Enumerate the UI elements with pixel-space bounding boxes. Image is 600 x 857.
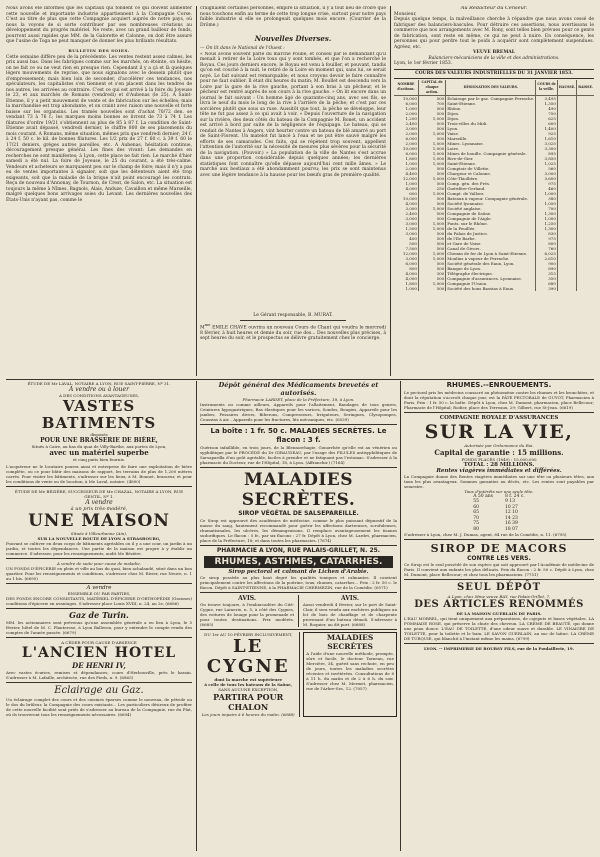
cygne-sub-2: à celle de tous les bateaux de la Saône, bbox=[204, 681, 293, 687]
cours-cell: 1,000 bbox=[418, 221, 445, 226]
cours-cell: 2,610 bbox=[536, 256, 558, 261]
cours-cell: Compagnie de Saône. bbox=[446, 211, 536, 216]
cours-cell: 1,000 bbox=[405, 160, 417, 166]
cours-cell: Moulins à vapeur de Perrache. bbox=[446, 256, 536, 261]
cours-cell: 1,400 bbox=[536, 126, 558, 131]
taux-cell: 9 13 bbox=[504, 499, 515, 505]
prix-label: à un prix très-modéré, bbox=[70, 505, 128, 512]
cours-cell: 3,000 bbox=[405, 255, 417, 261]
cours-cell: Guérifère-Gerland. bbox=[446, 186, 536, 191]
cours-cell: Société générale des Eaux, Lyon. bbox=[446, 261, 536, 266]
cours-cell: 3,600 bbox=[536, 176, 558, 181]
rentes-body: La Compagnie donne des Rentes viagères immédiates sur une tête ou plusieurs têtes, aux taux les plus avantageux. Sommes garanties au décès, etc. Les rentes sont payables par semestre. bbox=[404, 473, 594, 489]
column-3 bbox=[394, 6, 594, 376]
maison-body: Pouvant se cultiver en deux corps de bâtiments agréables ou il y a une cour, un jardin à un jardin, et toutes les dépendances. Une partie de la maison est propre à y établir un commerce. S'adresser, pour les renseignements, audit Me Bézière. bbox=[6, 540, 192, 556]
total-millions: TOTAL : 28 MILLIONS. bbox=[463, 461, 535, 468]
etude-beziere: ÉTUDE DE Me BÉZIÈRE, SUCCESSEUR DE Me CHAZAL, NOTAIRE A LYON, RUE GENTIL, Nº 1. bbox=[14, 488, 184, 499]
divers-source: — On lit dans le National de l'Ouest : bbox=[200, 46, 285, 51]
cours-cell: 600 bbox=[409, 190, 417, 196]
cours-cell: 315 bbox=[536, 271, 558, 276]
cours-cell: 830 bbox=[536, 231, 558, 236]
cours-cell: 1,000 bbox=[536, 216, 558, 221]
taux-cell: 75 bbox=[473, 521, 479, 527]
bulletin-text: Cette semaine diffère peu de la précédente. Les ventes restent assez calmes, les prix aussi bas. Dans les fabriques comme sur les marchés, on éteinte, on hésite, on ne fait ce ou ne veut rien en presque rien. Cependant il y a çà et là quelques légers mouvements de reprise, que nous signalons avec le dessein plutôt que d'empressement; mais bien loin de seconder, d'accélérer ces tendances, nos spéculateurs, les capitalistes s'en tiennent et s'en placent dans les tendres de nos autres, les arrivées au contraire. C'est ce qui est arrivé à la foire du Joyeuse le 23, et aux marchés de Romans (vendredi) et d'Aubenas (le 25). A Saint-Etienne, il y a petit mouvement de vente et de fabrication sur les échelles; mais la marchandise est trop abondante, et on craint avec raison une nouvelle et forte baisse sur les organsins. Les tramés nouvelles sont d'achat 70/72 den. se vendant 73 à 76 f.; les marques moins bonnes se livrent de 73 à 74 f. Les filatures d'ordre 19/21 s'obtiennent au plus de 85 à 87 f. La condition de Saint-Etienne avait dépassé, vendredi dernier, le chiffre 800 de ses placements du mois courant. A Romans, même situation, mêmes prix que vendredi dernier; 24 f. à 24 f. 50 c. le kil. de bonnes filatures. Les 1/2 prix de 27 f. 60 c. à 39 f. 60 le 17/21 deniers, grèges autres pareilles, etc. A Aubenas, hésitation continue, découragement presque général. Les fines des vivant: Les demandes en recherches ne sont manifestes; à Lyon, cette place ne fait rien. Le marché d'hier samedi a été nul. La foire de Joyeuse, le 25 du courant, a été très-calme. Vendeurs et acheteurs se marquaient peu sur le champ de foire; mais il n'y a pas eu de ventes importantes à signaler, soit que les détenteurs aient été trop exigeants, soit que la maladie de la brique n'ait point encouragé les contrats. Reçu de nouveau d'Annonay, de Tournon, de Crest, de Salon, etc. La situation est toujours la même à Nîmes, Bagnols, Alais, Anduze, Cavaillon et même Marseille, malgré quelques bons arrivages soies du Levant. Les dernières nouvelles des États-Unis n'ayant pas, comme le bbox=[6, 54, 192, 203]
cours-cell: 2,400 bbox=[405, 120, 417, 126]
taux-cell: 16 39 bbox=[504, 521, 518, 527]
maladies-banner-1: La boîte : 1 fr. 50 c. MALADIES SECRÈTES. Le flacon : 3 f. bbox=[210, 426, 387, 444]
cours-cell: 3,300 bbox=[536, 146, 558, 151]
cours-cell: 2,000 bbox=[405, 140, 417, 146]
intro-paragraph: craignaient certaines personnes, empiré la situation, il y a tout lieu de croire que nous touchons enfin au terme de cette trop longue crise, surtout pour notre pays faible industrie si elle se prolongeait quelques mois encore. (Courrier de la Drôme.) bbox=[200, 6, 386, 28]
cours-cell: 1,000 bbox=[418, 226, 445, 231]
taux-cell: 80 bbox=[473, 526, 479, 532]
maladie-label: A vendre de suite pour cause de maladie, bbox=[57, 560, 141, 566]
monsieur: Monsieur, bbox=[394, 11, 417, 17]
cours-cell: 1,300 bbox=[536, 226, 558, 231]
pharmacie-head: PHARMACIE A LYON, RUE PALAIS-GRILLET, N. 25. bbox=[216, 547, 381, 555]
cours-cell: 6,000 bbox=[405, 100, 417, 106]
hotel-pre: A CÉDER POUR CAUSE D'ABSENCE bbox=[61, 639, 137, 645]
cours-cell: 895 bbox=[536, 151, 558, 156]
cours-cell: 6,000 bbox=[405, 260, 417, 266]
cours-cell: Compagnie l'Union. bbox=[446, 281, 536, 286]
cours-cell: 500 bbox=[418, 181, 445, 186]
cours-cell: 10,000 bbox=[402, 145, 417, 151]
cours-cell: 1,000 bbox=[405, 180, 417, 186]
cours-cell: Dijon. bbox=[446, 111, 536, 116]
intro-paragraph: Nous avons été informés que les capitaux qui fondent ce qui doivent alimenter cette nouvelle et importante industrie appartiennent à la Compagnie Corse. C'est au titre de plus que cette Compagnie acquiert auprès de notre pays, où nous la voyons de si sorte contribuer par ses nombreuses créations au développement du progrès matériel. Ne reste, avec un grand bailleur de fonds, pourront aussi rapides que MM. de la Galorette et Calonne, on doit être assuré que l'usine de Toga ne peut manquer de donner les plus brillants résultats. bbox=[6, 6, 192, 44]
cours-header-cell: HAUSSE. bbox=[557, 80, 576, 96]
cours-cell: 4,000 bbox=[405, 275, 417, 281]
cygne-sub-3: SANS AUCUNE EXCEPTION, bbox=[218, 686, 279, 692]
cours-row bbox=[394, 286, 594, 291]
cygne-dates: DU 1er AU 10 FÉVRIER INCLUSIVEMENT, bbox=[204, 631, 293, 637]
taux-cell: 12 10 bbox=[504, 510, 518, 516]
cours-cell: Bateaux à vapeur. Compagnie générale. bbox=[446, 196, 536, 201]
cours-cell: 750 bbox=[536, 111, 558, 116]
cours-cell: 500 bbox=[418, 126, 445, 131]
cours-cell: Banque de Lyon. bbox=[446, 266, 536, 271]
maladies-body-1: Guérison infaillible, en trois jours, de la Blennorrhagie, Gonorrhée qu'elle est au vénérien ou syphilitique par le PROCÉDÉ du Dr GIRAUDEAU, par l'usage des PILULES antisyphilitiques de Sarsaparilla d'un goût agréable, faciles à prendre et ne fatiguant pas l'estomac. S'adresser à la pharmacie du Docteur, rue de l'Hôpital, 18, à Lyon. (Affranchir.) (7164) bbox=[200, 444, 397, 465]
fonds-body: DES FONDS ENCORE CONSISTANTS, MATÉRIEL D'ÉPICERIE D'ORTHOPÉDIE (Graisses) conditions d'épicerie en avantages. S'adresser place Louis XVIII, n. 24, au 2e, (6686) bbox=[6, 596, 192, 607]
cours-cell: 6,000 bbox=[405, 135, 417, 141]
cours-header-cell: NOMBRE d'actions. bbox=[394, 80, 418, 96]
maison-location: Située à Villeurbanne (Ain), bbox=[70, 530, 128, 536]
footnote: $M^{me}$ EMILE CHAVE ouvrira un nouveau Cours de Chant qui voudra le mercredi 8 février, à huit heures et demie du soir, rue des... Des nouvelles plus précises, à sept heures du soir, et le prospectus se délivre gratuitement chez le concierge. bbox=[200, 322, 386, 342]
taux-table bbox=[467, 494, 531, 533]
cours-cell: 1,000 bbox=[418, 156, 445, 161]
cours-title: COURS DES VALEURS INDUSTRIELLES DU 31 JANVIER 1853. bbox=[415, 71, 573, 77]
fonds-places: FONDS PLACÉS (1849) : 15,000,000 bbox=[461, 456, 537, 462]
cours-cell: 890 bbox=[536, 266, 558, 271]
cours-cell: 1,000 bbox=[418, 141, 445, 146]
redacteur-heading: Au Rédacteur du Censeur. bbox=[460, 6, 528, 11]
vendre-label: A vendre ou à louer bbox=[69, 386, 129, 393]
cours-cell: 680 bbox=[536, 281, 558, 286]
cours-cell: de l'Ile Barbe. bbox=[446, 236, 536, 241]
cours-cell: 1,200 bbox=[405, 115, 417, 121]
cours-cell: 760 bbox=[536, 246, 558, 251]
cours-cell: 1,250 bbox=[536, 221, 558, 226]
cours-cell: 900 bbox=[536, 261, 558, 266]
avis-title-1: AVIS. bbox=[238, 595, 256, 603]
vendre-label-2: A vendre bbox=[85, 498, 113, 506]
lichen-body: Ce sirop possède au plus haut degré les qualités toniques et calmantes. Il convient principalement contre les affections de la poitrine, toux, rhumes, catarrhes... Prix : 2 fr. 50 c. le flacon. Dépôt à SAINT-ETIENNE, à la PHARMACIE CHERMEZIN, rue de la Comédie. (6571) bbox=[200, 575, 397, 591]
epicerie-body: UN FONDS D'ÉPICERIE en plein et ville au bas du quai, bien achalandé, situé dans un bon quartier. Pour les renseignements et conditions, s'adresser chez M. Rivier, rue Neuve, n. 1 au 1 bis. (6695) bbox=[6, 565, 192, 581]
cours-cell: 500 bbox=[418, 286, 445, 291]
cours-cell: Comptoir de Villette. bbox=[446, 166, 536, 171]
rhumes-enrouements-title: RHUMES.--ENROUEMENTS. bbox=[446, 381, 552, 389]
cours-cell: Côte-Thiollière. bbox=[446, 176, 536, 181]
taux-cell: 10 27 bbox=[504, 504, 518, 510]
gaz-turin-title: Gaz de Turin. bbox=[69, 610, 129, 621]
cours-cell: 4,000 bbox=[405, 200, 417, 206]
cours-cell: 1,000 bbox=[418, 131, 445, 136]
cours-cell: 500 bbox=[418, 241, 445, 246]
cours-cell: du Palais de Justice. bbox=[446, 231, 536, 236]
cours-cell: 600 bbox=[536, 121, 558, 126]
cours-cell: Chargeur et Calonne. bbox=[446, 171, 536, 176]
cours-cell: Trois-villes du Midi. bbox=[446, 121, 536, 126]
cours-cell: 300 bbox=[418, 271, 445, 276]
sirop-lichen: Sirop pectoral et calmant de Lichen d'Arabie. bbox=[228, 569, 369, 576]
cours-cell: 3,850 bbox=[536, 156, 558, 161]
taux-cell: 14 23 bbox=[504, 515, 518, 521]
taux-cell: 18 07 bbox=[504, 526, 518, 532]
cours-cell: 975 bbox=[536, 236, 558, 241]
une-maison: UNE MAISON bbox=[28, 510, 170, 531]
agent-line: S'adresser à Lyon, chez M. J. Dumas, agent, 64 rue de la Comédie, n. 11. (6795) bbox=[404, 532, 567, 538]
compagnie-royale: COMPAGNIE ROYALE D'ASSURANCES bbox=[439, 414, 559, 421]
cours-cell: 1,000 bbox=[418, 116, 445, 121]
cours-cell: 1,800 bbox=[405, 155, 417, 161]
cours-cell: 500 bbox=[418, 166, 445, 171]
cours-cell: Lyon. bbox=[446, 126, 536, 131]
letter-text: Depuis quelque temps, la malveillance cherche à répandre que nous avons cessé de fabriquer des balanciers-bascules. Pour détruire ces assertions, nous avertissons le commerce que nos arrangements avec M. Rony, sont telles bien prévues pour ce genre de fabrication, sont reste en même, ce qui ne peut à nuire. En conséquence, les personnes qui pour perdre tout le poids à acquérir sont complètement suspendues. Agréez, etc. bbox=[394, 17, 594, 50]
cours-cell: 4,000 bbox=[405, 185, 417, 191]
taux-title: Taux d'intérêts sur une seule tête. bbox=[464, 488, 534, 494]
column-2 bbox=[200, 6, 386, 376]
line-disposes: disposés bbox=[90, 432, 108, 437]
depot-general-header: Dépôt général des Médicaments brevetés et autorisés. bbox=[218, 381, 379, 397]
cours-cell: 1,000 bbox=[418, 251, 445, 256]
cours-cell: 500 bbox=[418, 236, 445, 241]
signature: VEUVE BREMAL bbox=[473, 50, 515, 55]
lardet-line: Pharmacie LARDET, place de la Préfecture, 18, à Lyon. bbox=[242, 397, 355, 402]
location-line: Situés à Caire, au bas du quai de Villy-Barthe, aux portes de Lyon, bbox=[31, 444, 167, 449]
cours-cell: 560 bbox=[536, 166, 558, 171]
cours-cell: 2,000 bbox=[405, 110, 417, 116]
cours-cell: 1,000 bbox=[405, 285, 417, 291]
cours-cell: Comp. gén. des Prés. bbox=[446, 181, 536, 186]
cygne-ad bbox=[200, 632, 296, 717]
cours-cell: 350 bbox=[536, 276, 558, 281]
cours-cell: Chemin de fer de Lyon à Saint-Etienne. bbox=[446, 251, 536, 256]
maladies-body-2: Ce Sirop est approuvé des académies de médecine, comme le plus puissant dépuratif de la masse du sang, hautement recommandé pour guérir les affections dartreuses, scrofuleuses, rhumatismales, les ulcères, les démangeaisons. Il remplace avantageusement les tisanes sudorifiques. Le flacon : 5 fr., par six flacons : 27 fr. Dépôt à Lyon, chez M. Lardet, pharmacien, place de la Préfecture, 18; et dans toutes les pharmacies. (7674) bbox=[200, 517, 397, 543]
taux-cell: 55 bbox=[473, 499, 479, 505]
taux-cell: A 50 ans bbox=[473, 493, 493, 499]
cours-cell: 390 bbox=[536, 286, 558, 291]
cours-cell: 625 bbox=[536, 116, 558, 121]
ads-column-3 bbox=[404, 381, 594, 851]
cours-cell: 380 bbox=[536, 196, 558, 201]
cours-header-row bbox=[394, 80, 594, 96]
cours-cell: 1,000 bbox=[536, 191, 558, 196]
cours-cell: 1,000 bbox=[418, 176, 445, 181]
cours-cell: Dijon. bbox=[446, 116, 536, 121]
cours-cell: 1,000 bbox=[418, 256, 445, 261]
cours-cell: 500 bbox=[418, 136, 445, 141]
cours-cell: 500 bbox=[418, 111, 445, 116]
cours-cell: Canal de Givors. bbox=[446, 246, 536, 251]
cours-header-cell: BAISSE. bbox=[577, 80, 594, 96]
cours-cell: 3,025 bbox=[536, 141, 558, 146]
cours-cell: 1,500 bbox=[405, 225, 417, 231]
cours-cell: 3,000 bbox=[405, 230, 417, 236]
cours-cell: Mines. Lyonnaise. bbox=[446, 141, 536, 146]
cours-cell: 2,000 bbox=[405, 130, 417, 136]
sirop-vegetal: SIROP VÉGÉTAL DE SALSEPAREILLE. bbox=[238, 509, 359, 517]
avis-title-2: AVIS. bbox=[341, 595, 359, 603]
etude-laval: ÉTUDE DE Mr LAVAL, NOTAIRE A LYON, RUE SAINT-PIERRE, Nº 31. bbox=[27, 381, 171, 386]
cygne-sub-1: dont la marche est supérieure bbox=[214, 676, 282, 682]
route-line: SUR LA NOUVELLE ROUTE DE LYON A STRASBOURG, bbox=[37, 535, 161, 541]
cours-cell: 1,350 bbox=[536, 101, 558, 106]
cours-cell: 1,610 bbox=[536, 136, 558, 141]
maladies-box-body: A l'aide d'une nouvelle méthode, prompte, sûre et facile, le docteur Tarneau, rue Mercière, 34, guérit sans rechute, en peu de jours, toutes les maladies secrètes récentes et invétérées. Consultations de 8 à 11 h. du matin et de 2 à 6 h. du soir. S'adresser chez M. Mermet, pharmacien, rue de l'Arbre-Sec, 12. (7057) bbox=[306, 650, 394, 691]
cours-header-cell: COURS de la veille. bbox=[536, 80, 558, 96]
cours-cell: Ponts. sur le Rhône. bbox=[446, 221, 536, 226]
cours-cell: 490 bbox=[536, 106, 558, 111]
maladies-box bbox=[303, 632, 397, 717]
cours-cell: 3,000 bbox=[405, 220, 417, 226]
cours-cell: 500 bbox=[418, 261, 445, 266]
cours-cell: 3,495 bbox=[536, 95, 558, 101]
cours-cell: 800 bbox=[536, 241, 558, 246]
eclairage-title: Eclairage au Gaz. bbox=[54, 684, 144, 696]
cours-cell: 1,800 bbox=[405, 280, 417, 286]
conditions-label: A DES CONDITIONS AVANTAGEUSES, bbox=[58, 393, 139, 398]
cours-cell: 500 bbox=[418, 201, 445, 206]
cours-cell: 1,050 bbox=[536, 201, 558, 206]
depot-sub: A Lyon, chez Mme veuve BAY, rue Palais-Grillet, 7, bbox=[447, 593, 551, 599]
cours-cell: Société lyonnaise. bbox=[446, 201, 536, 206]
divers-text: « Nous avons souvent parlé du marché Poullé, et conseil par le demandant qu'il menait à retirer de la Loire tous qui y sont tombés, et que l'on a recherché le Royau. Ces jours derniers encore, le Royau est venu à fouiller, et pouvant, tandis qu'on est couché à la nuit, le retiré de la Loire en moment qui, sans lui, se serait noyé. Le fait suivant est remarquable; et nous croyons devoir le faire connaître pour ne faut oublier. Il était dix heures du matin; M. Boullet est descendu vers la Loire par la gare de la rive gauche, portant à son bras à un pêcheur, et le pêcheur est rentré auprès de son cours à la rive gauche. » On lit encore dans un journal le fait suivant : Un homme âgé de quarante-cinq ans, avec ses fils, se livra le neuf du mois le long de la rive à l'arrière de la pêche; et c'est par ces sorcières plutôt que sous sa ruse. Aussitôt que tout, la pêche se développe, leur tête ne fut pas assez à ce qui avait à voir. » Depuis l'ouverture de la navigation sur la rivière, des deux côtés du bateau de la Compagnie M. Bonet, un accident est arrivé à bord par suite de la négligence de l'équipage. Le bateau, qui se rendait de Nantes à Angers, vint heurter contre un bateau de blé amarré au port de Saint-Florent. Un matelot fut lancé à l'eau et ne put être sauvé malgré les efforts de ses camarades. Ces faits, qui se répètent trop souvent, appellent l'attention de l'autorité sur la nécessité de mesures plus sévères pour la sécurité de la navigation. (Pouvoir.) » La population de la ville de Nantes s'est accrue dans une proportion considérable depuis quelques années; les dernières statistiques font connaître qu'elle dépasse aujourd'hui cent mille âmes. » Le marché aux bestiaux a été abondamment pourvu; les prix se sont maintenus avec une légère tendance à la hausse pour les bœufs gras de première qualité. bbox=[200, 51, 386, 178]
avis-left bbox=[200, 595, 294, 627]
maison-guerlain: DE LA MAISON GUERLAIN DE PARIS. bbox=[456, 610, 542, 616]
cours-cell: 500 bbox=[418, 106, 445, 111]
cours-cell: Compagnie d'assurances. Lyonnaise. bbox=[446, 276, 536, 281]
lardet-body: Instruments ou comme ailleurs, Appareils pour l'allaitement, Bandages de tous genres, Ceintures hypogastriques, Bas élastiques pour les varices, Sondes, Bougies, Appareils pour les jambes, Pessaires divers, Biberons, Compresseurs, Irrigateurs, Seringues, Clysopompes, Coussins à air... Appareils pour les fractures, lits mécaniques, etc. (6539) bbox=[200, 402, 397, 422]
vastes-batiments: VASTES BATIMENTS bbox=[41, 397, 157, 432]
eclairage-body: Un éclairage complet des cours et des cuisines éparses comme le nouveau, de pétrole ou le dos du brûleur, la Compagnie des cours existants... Les particuliers désireux de profiter de cette nouvelle facilité sont priés de s'adresser au bureau de la Compagnie, rue du Plat, où ils trouveront tous les renseignements nécessaires. (6694) bbox=[6, 696, 192, 717]
sur-la-vie: SUR LA VIE, bbox=[424, 420, 574, 443]
cours-cell: 4,000 bbox=[405, 270, 417, 276]
cours-cell: Société des bons Bassins à Eaux. bbox=[446, 286, 536, 291]
ads-column-1 bbox=[6, 381, 192, 851]
taux-cell: 60 bbox=[473, 504, 479, 510]
cours-cell: 500 bbox=[418, 196, 445, 201]
taux-cell: 70 bbox=[473, 515, 479, 521]
cours-cell: 500 bbox=[418, 276, 445, 281]
cours-cell: 1,000 bbox=[405, 105, 417, 111]
cours-header-cell: DÉSIGNATION DES VALEURS. bbox=[446, 80, 536, 96]
imprimerie-line: LYON. -- IMPRIMERIE DE BOURSY FILS, rue de la Poulaillerie, 19. bbox=[423, 645, 575, 651]
signature-sub: Balanciers-mécaniciens de la ville et des administrations. bbox=[428, 55, 560, 61]
cours-cell: 4,400 bbox=[405, 170, 417, 176]
taux-cell: 65 bbox=[473, 510, 479, 516]
cours-cell: 500 bbox=[418, 216, 445, 221]
cours-cell: 500 bbox=[418, 246, 445, 251]
le-cygne: LE CYGNE bbox=[206, 635, 290, 677]
vendre-label-3: A vendre bbox=[86, 585, 112, 592]
cours-cell: 500 bbox=[409, 240, 417, 246]
cours-cell: 1,000 bbox=[418, 281, 445, 286]
cours-cell: Compt. de Vallorz. bbox=[446, 191, 536, 196]
gerant-line: Le Gérant responsable, B. MURAT. bbox=[253, 312, 333, 318]
cours-cell bbox=[557, 286, 576, 291]
cours-cell: Mines de houille. Compagnie générale. bbox=[446, 151, 536, 156]
cours-cell: 12,000 bbox=[402, 175, 417, 181]
avis-body-2: Aussi vendredi 4 février, sur le port de Saint-Clair, il sera vendu aux enchères publiques un lot de bois de chauffage et de charpente provenant d'un bateau démoli. S'adresser à M. Roquier, au dit port. (6688) bbox=[302, 602, 397, 628]
cours-cell: Compagnie de l'Aigle. bbox=[446, 216, 536, 221]
cours-cell: Saint-Etienne. bbox=[446, 101, 536, 106]
cours-cell: 460 bbox=[536, 186, 558, 191]
sirop-body: Ce Sirop est le seul possédé de son espèce qui soit approuvé par l'Académie de médecine de Paris. Il convient aux enfants les plus délicats. Prix du flacon : 2 fr. 50 c. Dépôt à Lyon, chez M. Dumont, place Bellecour; et chez tous les pharmaciens. (7751) bbox=[404, 562, 594, 578]
divers-title: Nouvelles Diverses. bbox=[254, 34, 332, 43]
avis-body-1: On trouve toujours, à l'embarcadère du Cité-Cygne, rue Lainerie, n. 5, à côté des Cygnes, des voitures de louage pour la promenade et pour toutes destinations. Prix modérés. (6685) bbox=[200, 602, 295, 628]
cours-cell: 925 bbox=[536, 131, 558, 136]
cours-cell bbox=[577, 286, 594, 291]
bulletin-title: BULLETIN DES SOIES. bbox=[68, 47, 130, 53]
cours-cell: 800 bbox=[409, 265, 417, 271]
cours-cell: Marseille. bbox=[446, 136, 536, 141]
puits-line: et cinq puits bien fournis. bbox=[72, 457, 126, 462]
cours-cell: 1,000 bbox=[418, 161, 445, 166]
cours-cell: Loire. bbox=[446, 146, 536, 151]
cours-cell: 250 bbox=[418, 186, 445, 191]
cours-cell: 3,000 bbox=[536, 171, 558, 176]
cours-cell: 500 bbox=[418, 171, 445, 176]
autorisee: Autorisée par Ordonnance du Roi. bbox=[464, 442, 534, 448]
brasserie-line: POUR UNE BRASSERIE DE BIÈRE, bbox=[40, 437, 158, 444]
cours-cell: 500 bbox=[418, 231, 445, 236]
cours-cell: 500 bbox=[418, 95, 445, 101]
ad-body: L'acquéreur ne le locataire pourra ainsi et entreprise de faire une exploitation de bière complète, ou ce pour bâtir des maisons de rapport, les terrains de plus de 1,200 mètres carrés. Pour visiter les bâtiments, s'adresser sur les lieux, à M. Bonnet, brasseur, et pour les conditions de vente ou de location, à Me Laval, notaire. (4800) bbox=[6, 464, 192, 484]
cours-cell: 10,000 bbox=[402, 95, 417, 101]
gaz-turin-body: MM. les actionnaires sont prévenus qu'une assemblée générale a eu lieu à Lyon, le 5 février, hôtel de M. C. Planterose, à Lyon Balleron, pour y entendre le compte rendu des comptes de l'année passée. (6679) bbox=[6, 620, 192, 636]
cours-cell: 1,300 bbox=[536, 211, 558, 216]
ancien-hotel: L'ANCIEN HOTEL bbox=[21, 644, 177, 661]
cours-cell: 975 bbox=[536, 181, 558, 186]
cours-cell: 500 bbox=[418, 211, 445, 216]
contre-les-vers: CONTRE LES VERS. bbox=[467, 555, 531, 563]
cours-cell: 2,000 bbox=[405, 165, 417, 171]
cours-cell: 1,000 bbox=[418, 146, 445, 151]
letter-date: Lyon, le 1er février 1853. bbox=[394, 61, 453, 66]
cours-cell: 3,000 bbox=[405, 125, 417, 131]
capital-garantie: Capital de garantie : 15 millions. bbox=[434, 447, 564, 457]
cours-cell: 400 bbox=[409, 235, 417, 241]
cours-cell: et Gare de Vaise. bbox=[446, 241, 536, 246]
cours-table bbox=[394, 80, 594, 291]
cours-cell: 10,000 bbox=[402, 195, 417, 201]
cours-cell: 3,000 bbox=[405, 205, 417, 211]
cours-cell: Saint-Etienne. bbox=[446, 161, 536, 166]
cours-cell: Société anglaise. bbox=[446, 206, 536, 211]
cours-cell: 1,025 bbox=[536, 161, 558, 166]
cours-cell: 1,000 bbox=[418, 151, 445, 156]
cours-cell: 700 bbox=[536, 206, 558, 211]
rhumes-asthmes-banner: RHUMES, ASTHMES, CATARRHES. bbox=[204, 556, 393, 568]
cours-cell: 1,000 bbox=[418, 206, 445, 211]
cours-cell: Télégraphe électrique. bbox=[446, 271, 536, 276]
rentes-viageres: Rentes viagères immédiates et différées. bbox=[436, 467, 562, 474]
parties-label: ENSEMBLE OU PAR PARTIES, bbox=[67, 591, 131, 597]
cygne-schedule: Les jours impairs à 6 heures du matin. (6688) bbox=[201, 711, 295, 717]
cours-cell: 1,000 bbox=[418, 191, 445, 196]
seul-depot: SEUL DÉPÔT bbox=[456, 581, 542, 593]
henri-iv: DE HENRI IV, bbox=[72, 660, 126, 670]
maladies-secretes-box-title: MALADIES SECRÈTES bbox=[326, 632, 374, 651]
cours-cell: Rive-de-Gier. bbox=[446, 156, 536, 161]
cours-cell: 500 bbox=[418, 266, 445, 271]
cours-cell: 6,025 bbox=[536, 251, 558, 256]
cours-cell: Rhône. bbox=[446, 106, 536, 111]
partira-chalon: PARTIRA POUR CHALON bbox=[213, 691, 284, 712]
avis-right bbox=[303, 595, 397, 627]
rhumes-body: Le pectoral pris les médecins consacré au phénomène contre les rhumes et les bronchites, et dont la réputation s'accroît chaque jour, est la PÂTE PECTORALE de GUYOT, Pharmacien à Paris. Prix : 1 fr. 50 c. la boîte. Dépôt à Lyon, chez M. Dumont, pharmacien, place Bellecour; Pharmacie de l'Hôpital; Rodier, place des Terreaux, 29; Gilbert, rue St-Jean. (6619) bbox=[404, 390, 594, 410]
cours-cell: Vaise. bbox=[446, 131, 536, 136]
cours-cell: 500 bbox=[418, 121, 445, 126]
maladies-secretes-big: MALADIES SECRÈTES. bbox=[241, 469, 356, 510]
articles-renommes: DES ARTICLES RENOMMÉS bbox=[414, 598, 584, 610]
cours-cell: Éclairage par le gaz. Compagnie Perrache. bbox=[447, 95, 535, 101]
cours-cell: 3,000 bbox=[405, 215, 417, 221]
cours-cell: 7,500 bbox=[405, 245, 417, 251]
taux-cell: 8 f. 24 c. bbox=[504, 493, 525, 499]
depot-body: L'EAU MORREL, qui tient uniquement aux préparations, de cajeputs et bases végétales. LA POMMADE ROSE, qui préserve la chute des cheveux. LA CRÈME DE BEAUTÉ, qui donne une peau douce. L'EAU DE TOILETTE, d'une odeur suave et durable. LE VINAIGRE DE TOILETTE, pour la toilette et le bain. LE SAVON GUERLAIN, au suc de laitue. LA CRÈME DE TURQUIE, qui blanchit à l'instant même les mains. (6799) bbox=[404, 615, 594, 641]
cours-cell: 6,000 bbox=[405, 150, 417, 156]
cours-cell: 12,000 bbox=[402, 250, 417, 256]
cours-cell: 700 bbox=[418, 101, 445, 106]
cours-cell: de la Feuillée. bbox=[446, 226, 536, 231]
sirop-macors: SIROP DE MACORS bbox=[430, 542, 568, 556]
hotel-body: Avec vastes écuries, remises et dépendances, cours d'Herbouville, près le bassin. S'adresser à M. Lafaille, architecte, rue des Pieds, n. 9. (6865) bbox=[6, 669, 192, 680]
ads-column-2 bbox=[200, 381, 397, 851]
cours-header-cell: CAPITAL de chaque action. bbox=[418, 80, 445, 96]
materiel-line: avec un matériel superbe bbox=[49, 448, 149, 457]
cours-cell: 2,400 bbox=[405, 210, 417, 216]
